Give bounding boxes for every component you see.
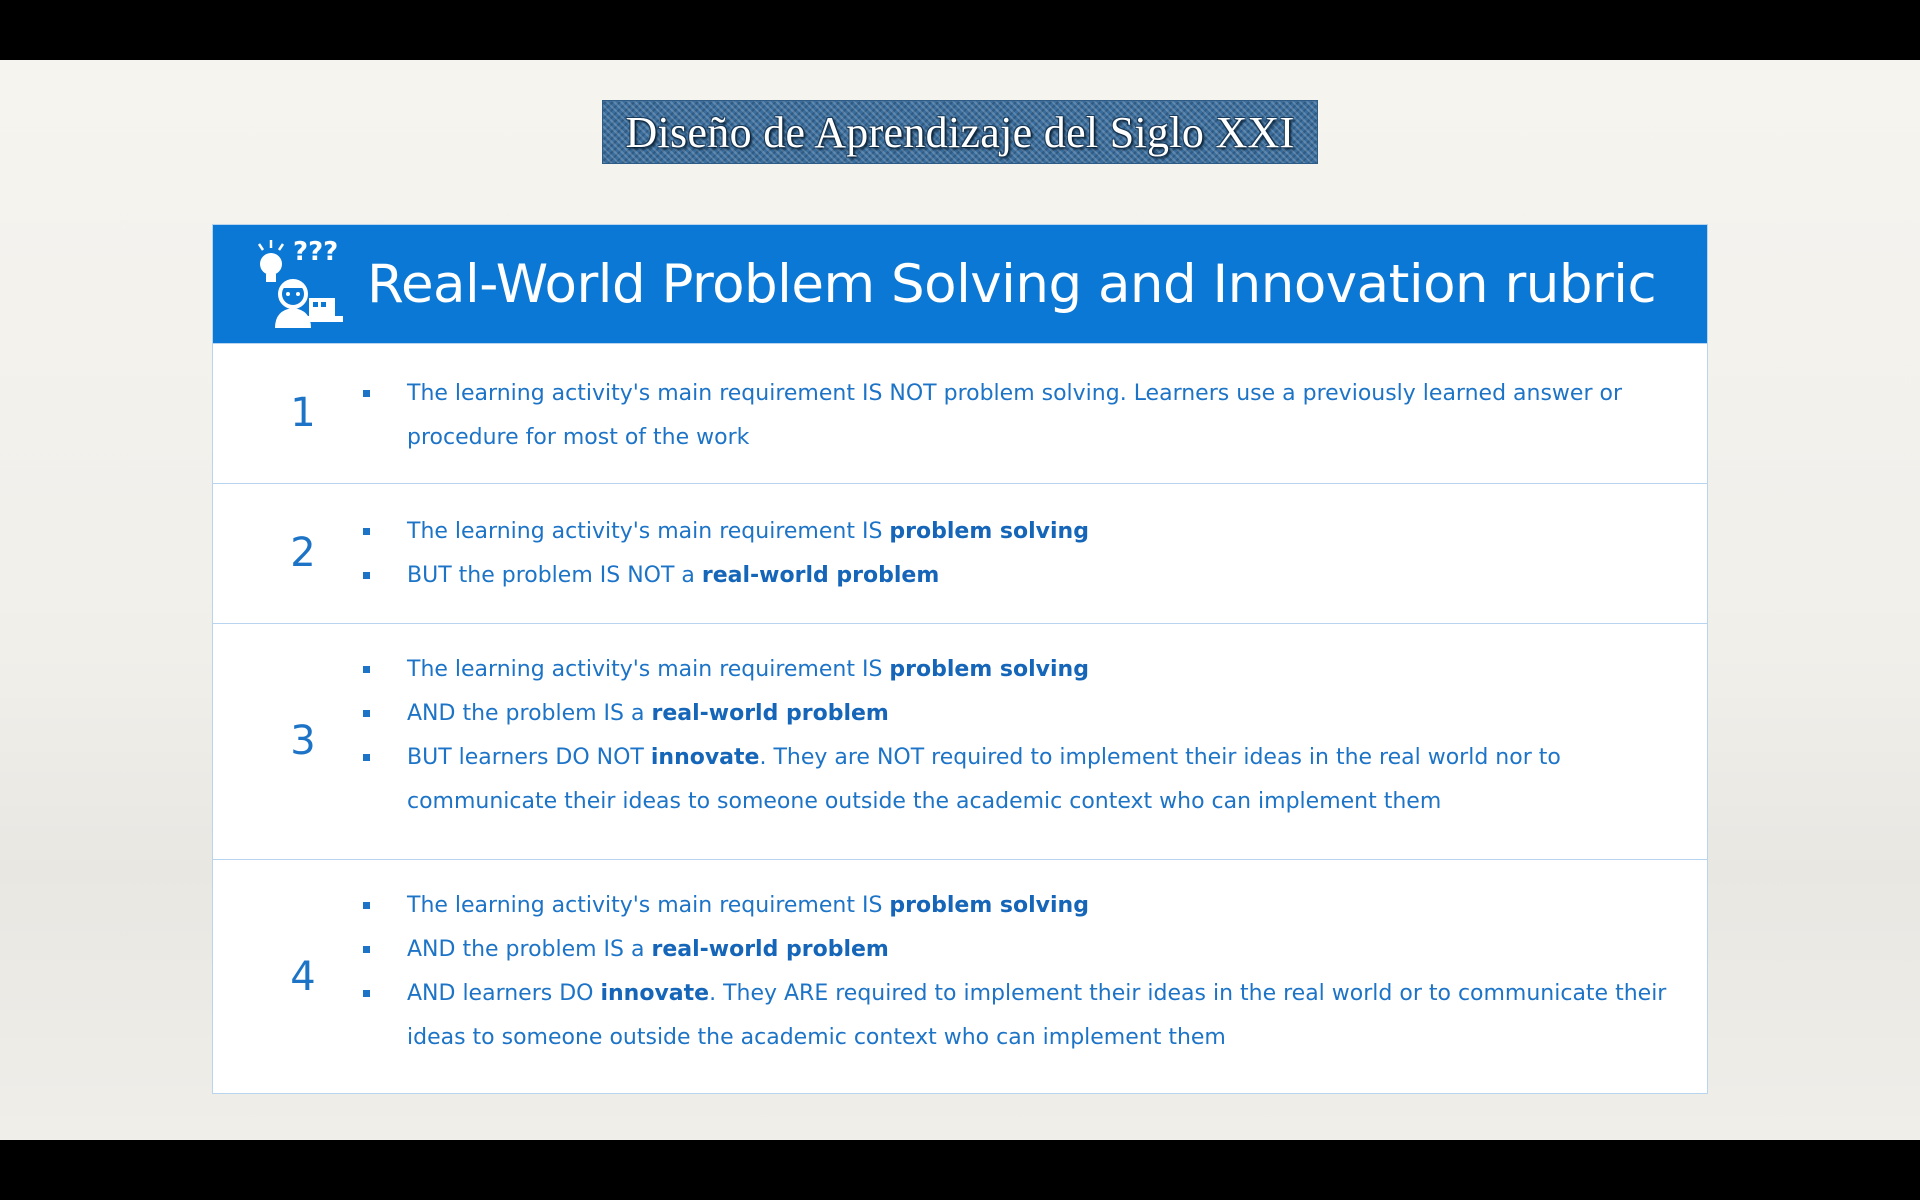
bullet-square-icon bbox=[363, 572, 370, 579]
rubric-criteria-list bbox=[363, 372, 1683, 460]
bullet-square-icon bbox=[363, 666, 370, 673]
criterion-text: . They are NOT required to implement their ideas in the real world nor to communicate their ideas to someone outside the academic context who can implement them bbox=[407, 745, 1561, 814]
rubric-level-number: 1 bbox=[290, 390, 316, 436]
bullet-square-icon bbox=[363, 946, 370, 953]
rubric-table bbox=[212, 224, 1708, 1094]
criterion-text: BUT the problem IS NOT a bbox=[407, 563, 702, 588]
rubric-level-number: 2 bbox=[290, 530, 316, 576]
slide-title: Diseño de Aprendizaje del Siglo XXI bbox=[625, 107, 1295, 157]
rubric-criterion bbox=[363, 648, 1683, 692]
rubric-header bbox=[213, 225, 1707, 343]
bullet-square-icon bbox=[363, 528, 370, 535]
rubric-row-1 bbox=[213, 343, 1707, 483]
rubric-criteria-list bbox=[363, 648, 1683, 824]
svg-text:???: ??? bbox=[293, 237, 339, 267]
criterion-emphasis: real-world problem bbox=[701, 563, 940, 588]
rubric-row-2 bbox=[213, 483, 1707, 623]
rubric-criterion bbox=[363, 372, 1683, 460]
rubric-criterion bbox=[363, 554, 1683, 598]
rubric-criterion bbox=[363, 510, 1683, 554]
bullet-square-icon bbox=[363, 754, 370, 761]
rubric-criteria-list bbox=[363, 510, 1683, 598]
rubric-level-number: 4 bbox=[290, 954, 316, 1000]
criterion-emphasis: problem solving bbox=[889, 519, 1089, 544]
rubric-rows bbox=[213, 343, 1707, 1095]
criterion-text: The learning activity's main requirement IS NOT problem solving. Learners use a previously learned answer or procedure for most of the work bbox=[407, 381, 1622, 450]
slide bbox=[0, 60, 1920, 1140]
criterion-text: BUT learners DO NOT bbox=[407, 745, 651, 770]
slide-title-banner bbox=[602, 100, 1318, 164]
rubric-criteria-list bbox=[363, 884, 1683, 1060]
criterion-text: The learning activity's main requirement IS bbox=[407, 657, 890, 682]
criterion-text: The learning activity's main requirement IS bbox=[407, 893, 890, 918]
bullet-square-icon bbox=[363, 390, 370, 397]
rubric-row-4 bbox=[213, 859, 1707, 1095]
rubric-title: Real-World Problem Solving and Innovation rubric bbox=[367, 253, 1657, 315]
criterion-emphasis: innovate bbox=[600, 981, 710, 1006]
rubric-criterion bbox=[363, 928, 1683, 972]
rubric-row-3 bbox=[213, 623, 1707, 859]
problem-solving-person-icon bbox=[253, 236, 349, 332]
rubric-criterion bbox=[363, 692, 1683, 736]
criterion-text: The learning activity's main requirement IS bbox=[407, 519, 890, 544]
bullet-square-icon bbox=[363, 990, 370, 997]
rubric-criterion bbox=[363, 884, 1683, 928]
criterion-text: AND the problem IS a bbox=[407, 937, 652, 962]
rubric-level-number: 3 bbox=[290, 718, 316, 764]
criterion-emphasis: problem solving bbox=[889, 893, 1089, 918]
criterion-emphasis: problem solving bbox=[889, 657, 1089, 682]
rubric-criterion bbox=[363, 972, 1683, 1060]
criterion-emphasis: real-world problem bbox=[651, 937, 889, 962]
criterion-text: . They ARE required to implement their ideas in the real world or to communicate their ideas to someone outside the academic context who can implement them bbox=[407, 981, 1667, 1050]
criterion-text: AND the problem IS a bbox=[407, 701, 652, 726]
bullet-square-icon bbox=[363, 902, 370, 909]
criterion-emphasis: innovate bbox=[650, 745, 760, 770]
criterion-emphasis: real-world problem bbox=[651, 701, 889, 726]
rubric-criterion bbox=[363, 736, 1683, 824]
criterion-text: AND learners DO bbox=[407, 981, 601, 1006]
bullet-square-icon bbox=[363, 710, 370, 717]
